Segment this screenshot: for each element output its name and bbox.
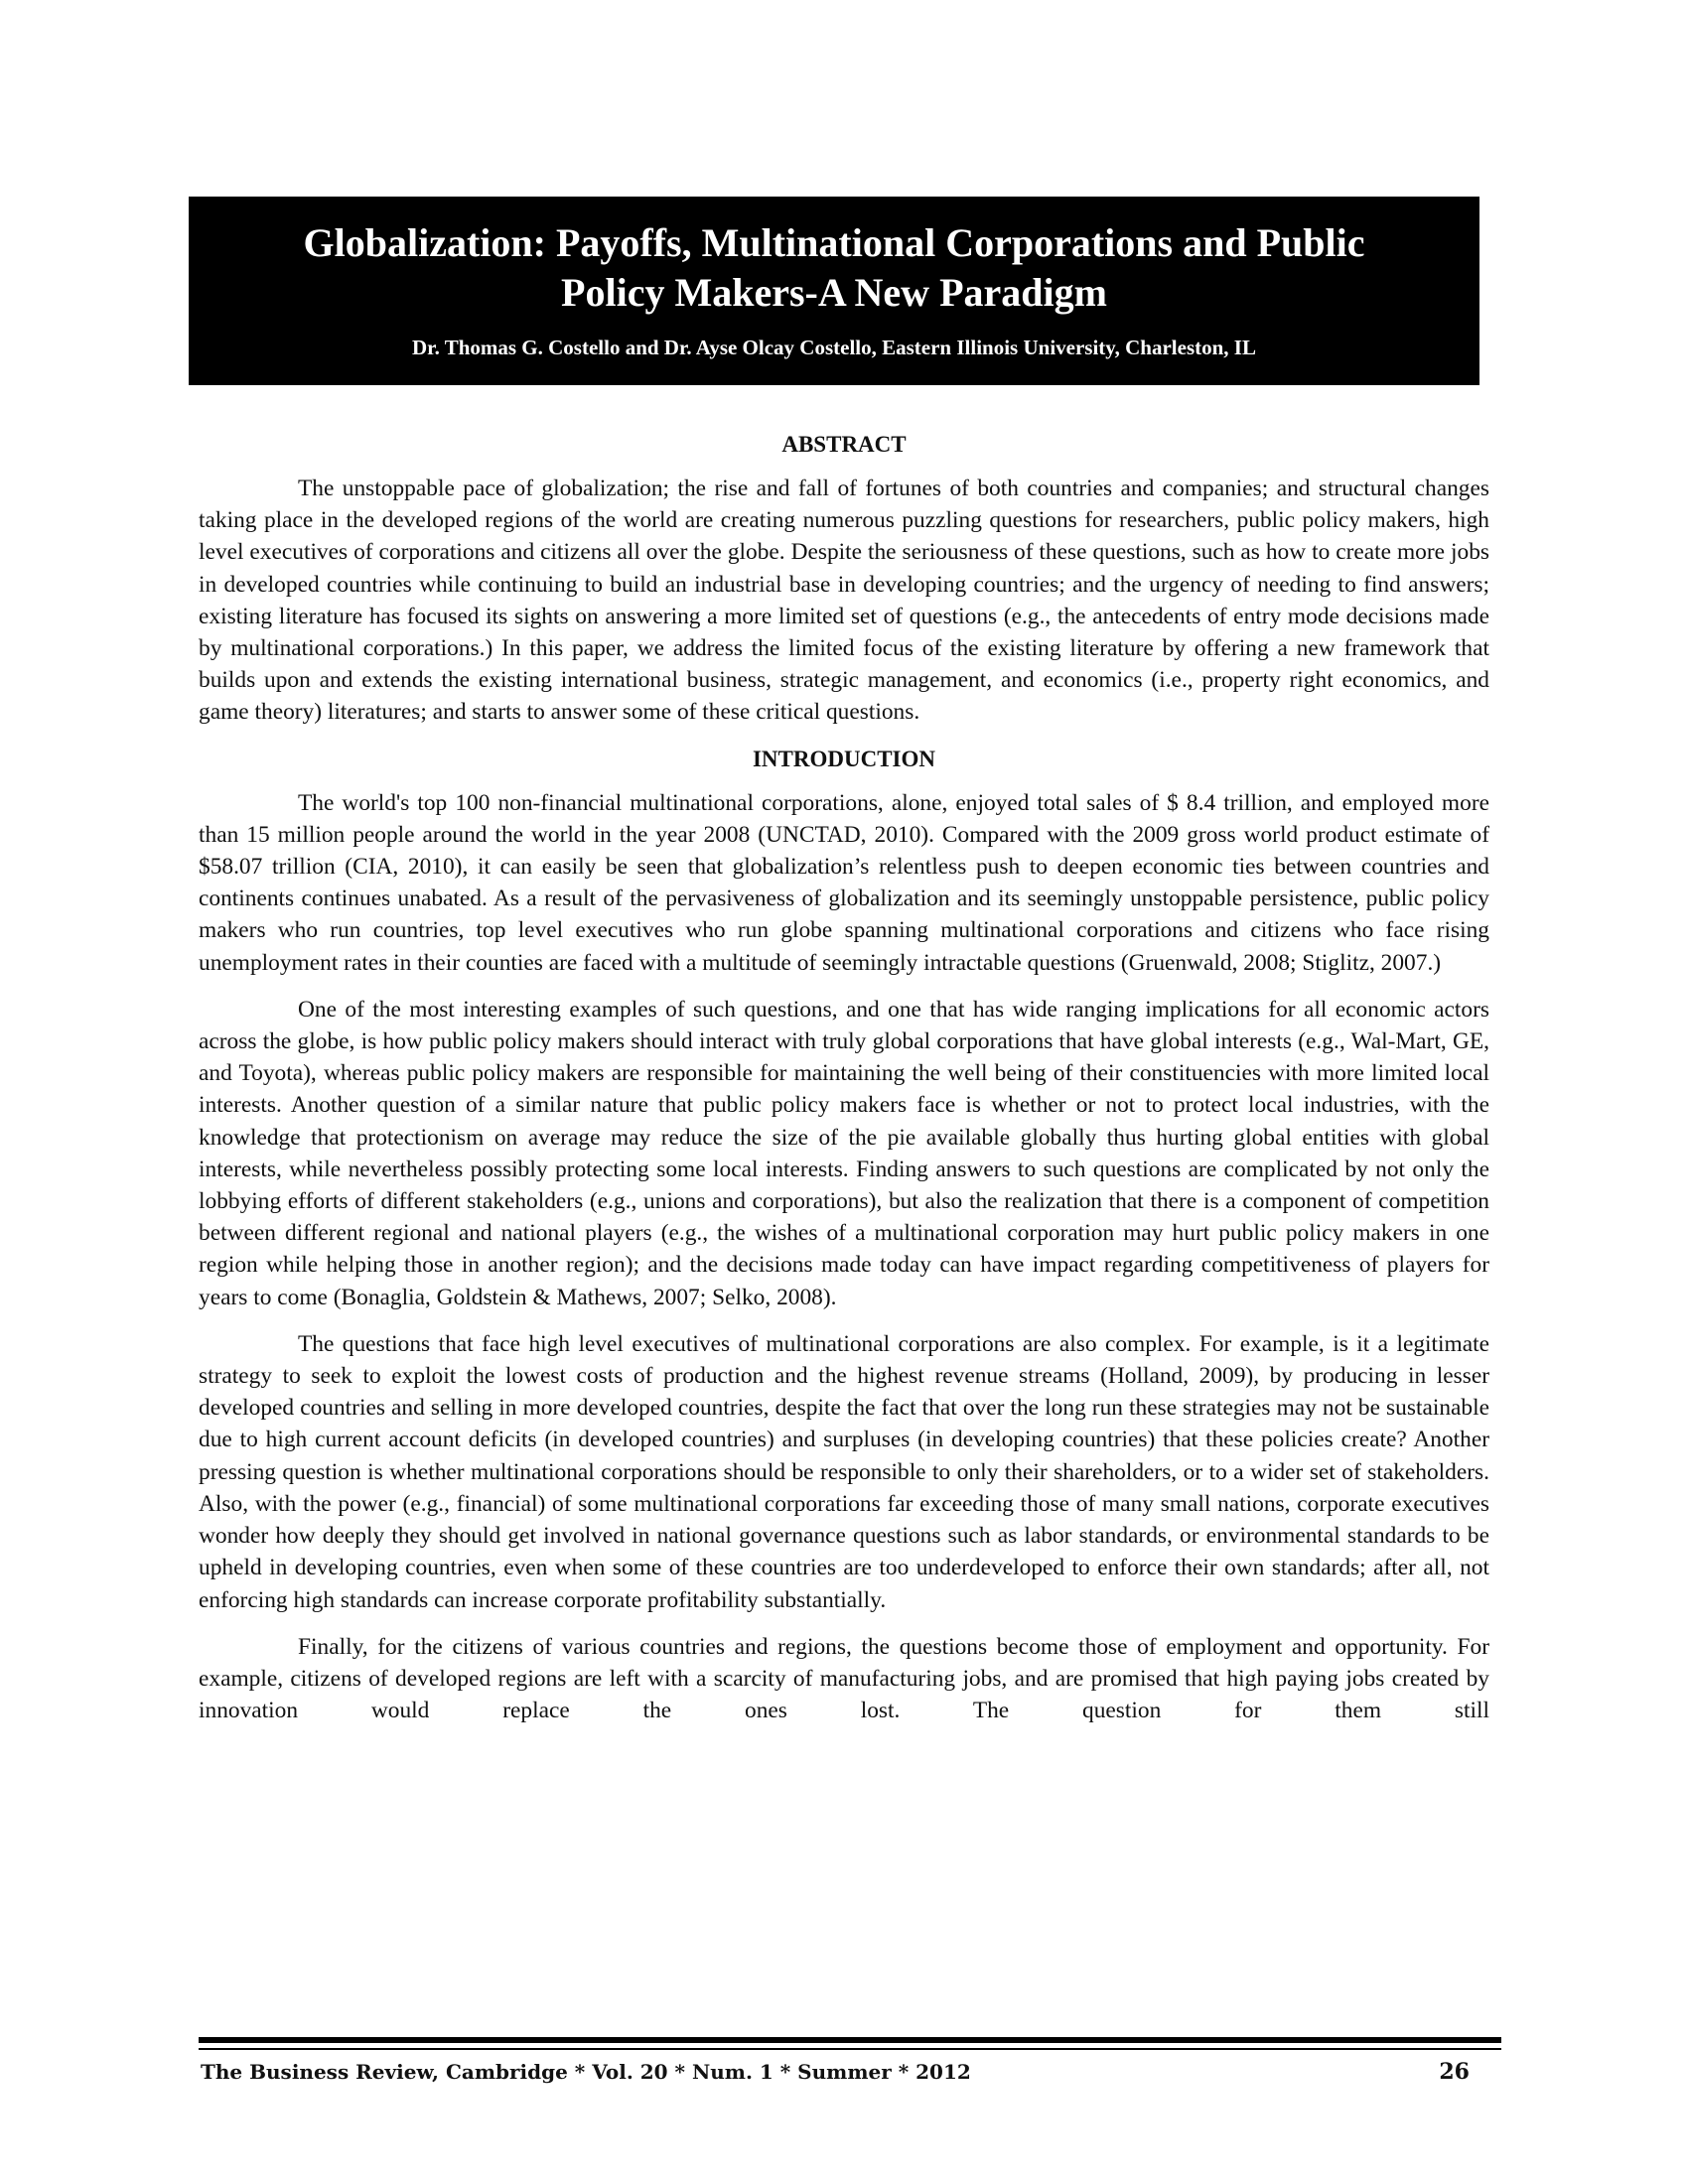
intro-paragraph-3: The questions that face high level executives of multinational corporations are also complex. For example, is it a legitimate strategy to seek to exploit the lowest costs of production and the highest revenue streams (Holland, 2009), by producing in lesser developed countries and selling in more developed countries, despite the fact that over the long run these strategies may not be sustainable due to high current account deficits (in developed countries) and surpluses (in developing countries) that these policies create? Another pressing question is whether multinational corporations should be responsible to only their shareholders, or to a wider set of stakeholders. Also, with the power (e.g., financial) of some multinational corporations far exceeding those of many small nations, corporate executives wonder how deeply they should get involved in national governance questions such as labor standards, or environmental standards to be upheld in developing countries, even when some of these countries are too underdeveloped to enforce their own standards; after all, not enforcing high standards can increase corporate profitability substantially. xyxy=(199,1330,1489,1613)
paper-title: Globalization: Payoffs, Multinational Corporations and Public Policy Makers-A New Paradigm xyxy=(303,220,1365,315)
introduction-heading: INTRODUCTION xyxy=(752,746,936,771)
intro-paragraph-4: Finally, for the citizens of various countries and regions, the questions become those of employment and opportunity. For example, citizens of developed regions are left with a scarcity of manufacturing jobs, and are promised that high paying jobs created by innovation would replace the ones lost. The question for them still xyxy=(199,1633,1489,1724)
paper-authors: Dr. Thomas G. Costello and Dr. Ayse Olcay Costello, Eastern Illinois University, Charleston, IL xyxy=(412,336,1256,359)
journal-citation: The Business Review, Cambridge * Vol. 20 * Num. 1 * Summer * 2012 xyxy=(201,2060,971,2084)
title-banner xyxy=(189,197,1479,385)
footer-rule-thin xyxy=(199,2048,1501,2050)
footer-rule-thick xyxy=(199,2037,1501,2043)
article-body xyxy=(199,429,1489,1741)
intro-paragraph-2: One of the most interesting examples of such questions, and one that has wide ranging implications for all economic actors across the globe, is how public policy makers should interact with truly global corporations that have global interests (e.g., Wal-Mart, GE, and Toyota), whereas public policy makers are responsible for maintaining the well being of their constituencies with more limited local interests. Another question of a similar nature that public policy makers face is whether or not to protect local industries, with the knowledge that protectionism on average may reduce the size of the pie available globally thus hurting global entities with global interests, while nevertheless possibly protecting some local interests. Finding answers to such questions are complicated by not only the lobbying efforts of different stakeholders (e.g., unions and corporations), but also the realization that there is a component of competition between different regional and national players (e.g., the wishes of a multinational corporation may hurt public policy makers in one region while helping those in another region); and the decisions made today can have impact regarding competitiveness of players for years to come (Bonaglia, Goldstein & Mathews, 2007; Selko, 2008). xyxy=(199,996,1489,1310)
abstract-text: The unstoppable pace of globalization; the rise and fall of fortunes of both countries and companies; and structural changes taking place in the developed regions of the world are creating numerous puzzling questions for researchers, public policy makers, high level executives of corporations and citizens all over the globe. Despite the seriousness of these questions, such as how to create more jobs in developed countries while continuing to build an industrial base in developing countries; and the urgency of needing to find answers; existing literature has focused its sights on answering a more limited set of questions (e.g., the antecedents of entry mode decisions made by multinational corporations.) In this paper, we address the limited focus of the existing literature by offering a new framework that builds upon and extends the existing international business, strategic management, and economics (i.e., property right economics, and game theory) literatures; and starts to answer some of these critical questions. xyxy=(199,476,1489,726)
page-number: 26 xyxy=(1439,2059,1470,2085)
abstract-heading: ABSTRACT xyxy=(781,432,907,457)
intro-paragraph-1: The world's top 100 non-financial multinational corporations, alone, enjoyed total sales of $ 8.4 trillion, and employed more than 15 million people around the world in the year 2008 (UNCTAD, 2010). Compared with the 2009 gross world product estimate of $58.07 trillion (CIA, 2010), it can easily be seen that globalization’s relentless push to deepen economic ties between countries and continents continues unabated. As a result of the pervasiveness of globalization and its seemingly unstoppable persistence, public policy makers who run countries, top level executives who run globe spanning multinational corporations and citizens who face rising unemployment rates in their counties are faced with a multitude of seemingly intractable questions (Gruenwald, 2008; Stiglitz, 2007.) xyxy=(199,789,1489,976)
